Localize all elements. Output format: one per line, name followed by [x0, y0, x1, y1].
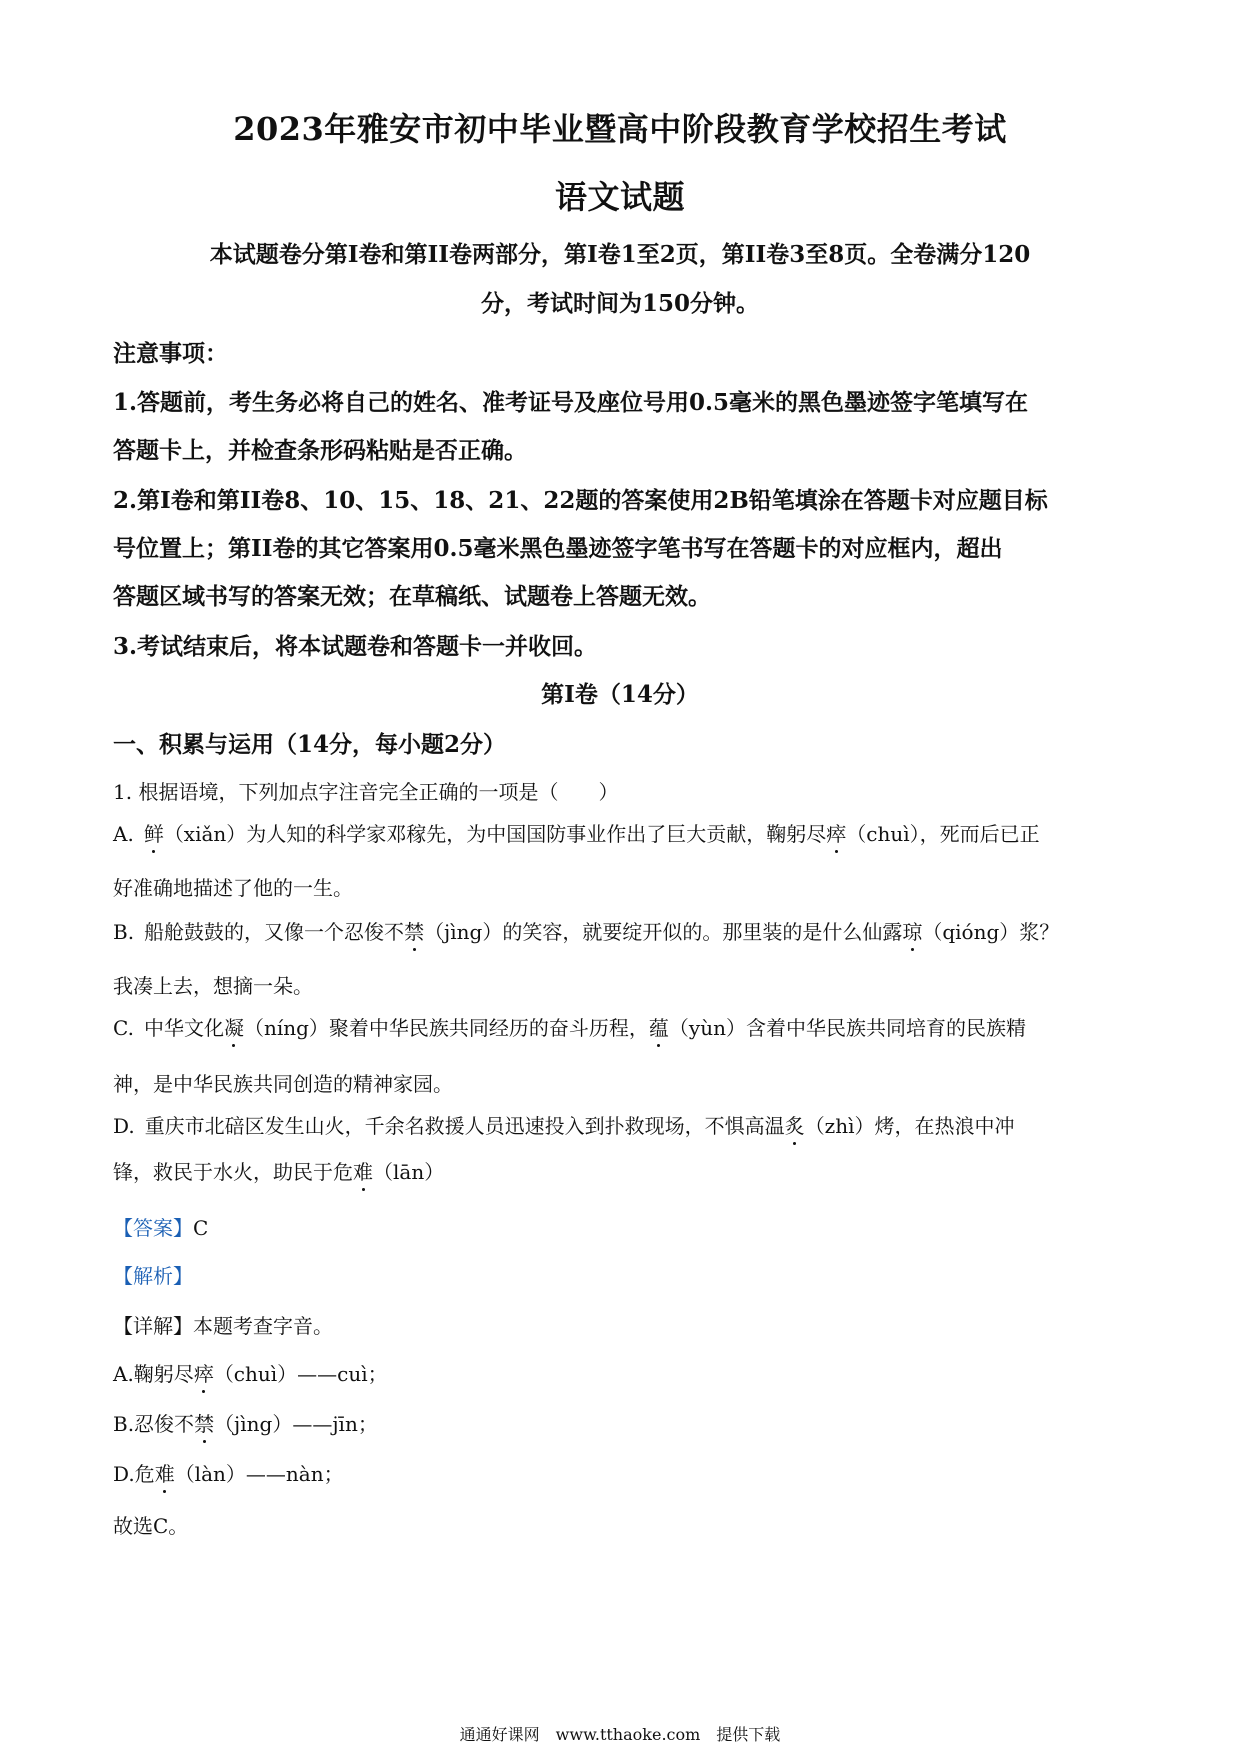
dotted-char: 瘁 [194, 1358, 214, 1387]
note-1-line-1: 1.答题前，考生务必将自己的姓名、准考证号及座位号用0.5毫米的黑色墨迹签字笔填写在 [113, 389, 1029, 416]
analysis-a-text-2: （chuì）——cuì； [213, 1362, 388, 1386]
detail-line [113, 1310, 333, 1339]
option-a-line-1 [113, 818, 1040, 847]
option-c-text: 中华文化 [143, 1016, 224, 1040]
note-2-line-3: 答题区域书写的答案无效；在草稿纸、试题卷上答题无效。 [113, 583, 711, 610]
section-1-heading: 一、积累与运用（14分，每小题2分） [113, 731, 507, 758]
dotted-char: 炙 [785, 1110, 805, 1139]
dotted-char: 鲜 [144, 818, 164, 847]
option-b-text-3: （qióng）浆？ [922, 920, 1060, 944]
option-a-label: A. [113, 822, 134, 846]
option-b-line-2: 我凑上去，想摘一朵。 [113, 974, 313, 998]
option-c-line-2: 神，是中华民族共同创造的精神家园。 [113, 1072, 453, 1096]
intro-line-1: 本试题卷分第Ⅰ卷和第II卷两部分，第Ⅰ卷1至2页，第II卷3至8页。全卷满分120 [209, 241, 1031, 268]
dotted-char: 难 [353, 1156, 373, 1185]
exam-subject: 语文试题 [554, 178, 685, 216]
analysis-d [113, 1458, 344, 1487]
note-1-line-2: 答题卡上，并检查条形码粘贴是否正确。 [113, 437, 527, 464]
option-c-text-3: （yùn）含着中华民族共同培育的民族精 [668, 1016, 1026, 1040]
question-1-stem: 1. 根据语境，下列加点字注音完全正确的一项是（ ） [113, 780, 619, 804]
dotted-char: 禁 [404, 916, 424, 945]
analysis-a [113, 1358, 388, 1387]
option-c-line-1 [113, 1012, 1026, 1041]
dotted-char: 瘁 [826, 818, 846, 847]
option-d-text: 重庆市北碚区发生山火，千余名救援人员迅速投入到扑救现场，不惧高温 [144, 1114, 785, 1138]
option-d-line-1 [113, 1110, 1015, 1139]
option-a-line-2: 好准确地描述了他的一生。 [113, 876, 353, 900]
dotted-char: 凝 [224, 1012, 244, 1041]
option-d-text-2: （zhì）烤，在热浪中冲 [804, 1114, 1015, 1138]
option-a-text-2: （chuì），死而后已正 [846, 822, 1040, 846]
option-d-line-2 [113, 1156, 444, 1185]
footer-watermark: 通通好课网 www.tthaoke.com 提供下载 [459, 1725, 781, 1744]
option-d-text-4: （lān） [373, 1160, 445, 1184]
analysis-d-text-2: （làn）——nàn； [174, 1462, 344, 1486]
option-a-text: （xiǎn）为人知的科学家邓稼先，为中国国防事业作出了巨大贡献，鞠躬尽 [163, 822, 827, 846]
notes-heading: 注意事项： [113, 340, 228, 367]
option-b-label: B. [113, 920, 135, 944]
analysis-d-text: D.危 [113, 1462, 155, 1486]
part-1-heading: 第Ⅰ卷（14分） [541, 681, 699, 708]
analysis-tag: 【解析】 [113, 1264, 193, 1288]
dotted-char: 蕴 [649, 1012, 669, 1041]
note-2-line-1: 2.第Ⅰ卷和第II卷8、10、15、18、21、22题的答案使用2B铅笔填涂在答题卡对应题目标 [113, 487, 1048, 514]
option-c-label: C. [113, 1016, 134, 1040]
answer-line [113, 1212, 208, 1241]
option-b-text-2: （jìng）的笑容，就要绽开似的。那里装的是什么仙露 [424, 920, 903, 944]
option-c-text-2: （níng）聚着中华民族共同经历的奋斗历程， [243, 1016, 649, 1040]
note-2-line-2: 号位置上；第II卷的其它答案用0.5毫米黑色墨迹签字笔书写在答题卡的对应框内，超出 [113, 535, 1003, 562]
analysis-b-text: B.忍俊不 [113, 1412, 195, 1436]
note-3-line-1: 3.考试结束后，将本试题卷和答题卡一并收回。 [113, 633, 598, 660]
analysis-b-text-2: （jìng）——jīn； [214, 1412, 378, 1436]
answer-tag: 【答案】 [113, 1216, 193, 1240]
conclusion: 故选C。 [113, 1514, 189, 1538]
answer-value: C [193, 1216, 209, 1240]
dotted-char: 琼 [902, 916, 922, 945]
dotted-char: 禁 [194, 1408, 214, 1437]
detail-text: 本题考查字音。 [193, 1314, 333, 1338]
exam-title: 2023年雅安市初中毕业暨高中阶段教育学校招生考试 [233, 110, 1007, 148]
analysis-a-text: A.鞠躬尽 [113, 1362, 194, 1386]
detail-tag: 【详解】 [113, 1314, 193, 1338]
option-b-line-1 [113, 916, 1059, 945]
option-b-text: 船舱鼓鼓的，又像一个忍俊不 [144, 920, 405, 944]
option-d-text-3: 锋，救民于水火，助民于危 [113, 1160, 353, 1184]
option-d-label: D. [113, 1114, 135, 1138]
dotted-char: 难 [155, 1458, 175, 1487]
intro-line-2: 分，考试时间为150分钟。 [480, 290, 759, 317]
analysis-b [113, 1408, 378, 1437]
